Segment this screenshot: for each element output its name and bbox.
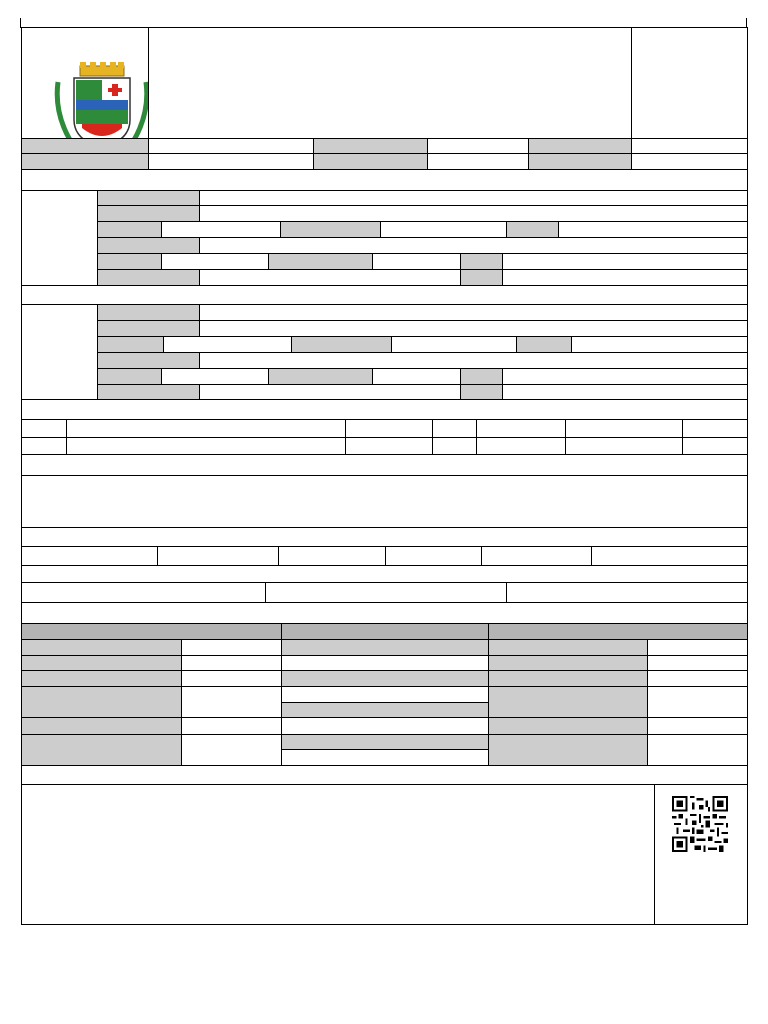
section-title-row (21, 169, 748, 191)
field-cell[interactable] (391, 336, 517, 353)
label-cell (21, 686, 182, 718)
label-cell (281, 734, 489, 750)
label-cell (21, 153, 149, 170)
section-title-row (21, 399, 748, 420)
field-cell[interactable] (265, 582, 507, 603)
value-cell[interactable] (181, 734, 282, 766)
label-cell (488, 655, 648, 671)
field-cell[interactable] (502, 253, 748, 270)
grid-header-cell (488, 623, 748, 640)
table-cell[interactable] (476, 437, 566, 455)
field-cell[interactable] (502, 368, 748, 385)
value-cell[interactable] (647, 717, 748, 735)
table-cell[interactable] (21, 437, 67, 455)
table-cell[interactable] (432, 437, 477, 455)
qr-code-icon (669, 796, 731, 852)
field-cell[interactable] (278, 546, 386, 566)
label-cell (97, 269, 200, 286)
label-cell (97, 237, 200, 254)
label-cell (460, 269, 503, 286)
label-cell (488, 686, 648, 718)
value-cell[interactable] (181, 639, 282, 656)
label-cell (291, 336, 392, 353)
label-cell (460, 253, 503, 270)
label-cell (268, 253, 373, 270)
table-cell[interactable] (345, 437, 433, 455)
field-cell[interactable] (199, 304, 748, 321)
header-title-cell (148, 27, 632, 139)
field-cell[interactable] (21, 582, 266, 603)
field-cell[interactable] (148, 153, 314, 170)
field-cell[interactable] (427, 153, 529, 170)
label-cell (281, 702, 489, 718)
section-title-row (21, 602, 748, 624)
field-cell[interactable] (199, 384, 461, 400)
value-cell[interactable] (647, 670, 748, 687)
label-cell (528, 138, 632, 154)
section-side-label (21, 190, 98, 286)
table-cell (476, 419, 566, 438)
field-cell[interactable] (571, 336, 748, 353)
field-cell[interactable] (481, 546, 592, 566)
label-cell (21, 639, 182, 656)
label-cell (97, 336, 164, 353)
qr-code-cell (654, 784, 748, 925)
value-cell[interactable] (647, 655, 748, 671)
table-cell (565, 419, 683, 438)
table-cell (345, 419, 433, 438)
value-cell[interactable] (647, 686, 748, 718)
field-cell[interactable] (372, 253, 461, 270)
field-cell[interactable] (148, 138, 314, 154)
field-cell[interactable] (199, 205, 748, 222)
table-cell[interactable] (66, 437, 346, 455)
table-cell[interactable] (565, 437, 683, 455)
value-cell[interactable] (181, 686, 282, 718)
label-cell (488, 670, 648, 687)
field-cell[interactable] (199, 269, 461, 286)
table-cell (682, 419, 748, 438)
label-cell (268, 368, 373, 385)
field-cell[interactable] (163, 336, 292, 353)
field-cell[interactable] (631, 153, 748, 170)
section-title-row (21, 285, 748, 305)
text-area[interactable] (21, 475, 748, 528)
label-cell (97, 205, 200, 222)
label-cell (97, 368, 162, 385)
value-cell[interactable] (181, 670, 282, 687)
field-cell[interactable] (157, 546, 279, 566)
observations-area[interactable] (21, 784, 655, 925)
label-cell (460, 368, 503, 385)
value-cell[interactable] (281, 749, 489, 766)
section-side-label (21, 304, 98, 400)
table-cell (66, 419, 346, 438)
field-cell[interactable] (385, 546, 482, 566)
value-cell[interactable] (181, 655, 282, 671)
value-cell[interactable] (281, 686, 489, 703)
section-title-row (21, 765, 748, 785)
field-cell[interactable] (199, 320, 748, 337)
field-cell[interactable] (21, 546, 158, 566)
section-title-row (21, 527, 748, 547)
field-cell[interactable] (591, 546, 748, 566)
label-cell (488, 717, 648, 735)
label-cell (97, 304, 200, 321)
header-number-cell (631, 27, 748, 139)
section-title-row (21, 565, 748, 583)
field-cell[interactable] (161, 221, 281, 238)
value-cell[interactable] (281, 717, 489, 735)
label-cell (21, 655, 182, 671)
label-cell (488, 639, 648, 656)
grid-header-cell (21, 623, 282, 640)
label-cell (516, 336, 572, 353)
label-cell (281, 670, 489, 687)
label-cell (97, 221, 162, 238)
label-cell (281, 639, 489, 656)
value-cell[interactable] (647, 734, 748, 766)
field-cell[interactable] (427, 138, 529, 154)
field-cell[interactable] (631, 138, 748, 154)
grid-header-cell (281, 623, 489, 640)
table-cell[interactable] (682, 437, 748, 455)
label-cell (21, 717, 182, 735)
field-cell[interactable] (199, 352, 748, 369)
label-cell (280, 221, 381, 238)
value-cell[interactable] (281, 655, 489, 671)
section-title-row (21, 454, 748, 476)
field-cell[interactable] (372, 368, 461, 385)
field-cell[interactable] (502, 384, 748, 400)
label-cell (21, 670, 182, 687)
label-cell (21, 734, 182, 766)
label-cell (313, 138, 428, 154)
table-cell (21, 419, 67, 438)
label-cell (97, 320, 200, 337)
label-cell (460, 384, 503, 400)
field-cell[interactable] (161, 253, 269, 270)
label-cell (488, 734, 648, 766)
value-cell[interactable] (181, 717, 282, 735)
field-cell[interactable] (380, 221, 507, 238)
emblem-cell (21, 27, 149, 139)
field-cell[interactable] (199, 190, 748, 206)
field-cell[interactable] (199, 237, 748, 254)
field-cell[interactable] (502, 269, 748, 286)
table-cell (432, 419, 477, 438)
field-cell[interactable] (558, 221, 748, 238)
label-cell (506, 221, 559, 238)
field-cell[interactable] (161, 368, 269, 385)
field-cell[interactable] (506, 582, 748, 603)
label-cell (97, 352, 200, 369)
label-cell (528, 153, 632, 170)
label-cell (97, 190, 200, 206)
label-cell (21, 138, 149, 154)
label-cell (97, 253, 162, 270)
label-cell (97, 384, 200, 400)
label-cell (313, 153, 428, 170)
value-cell[interactable] (647, 639, 748, 656)
